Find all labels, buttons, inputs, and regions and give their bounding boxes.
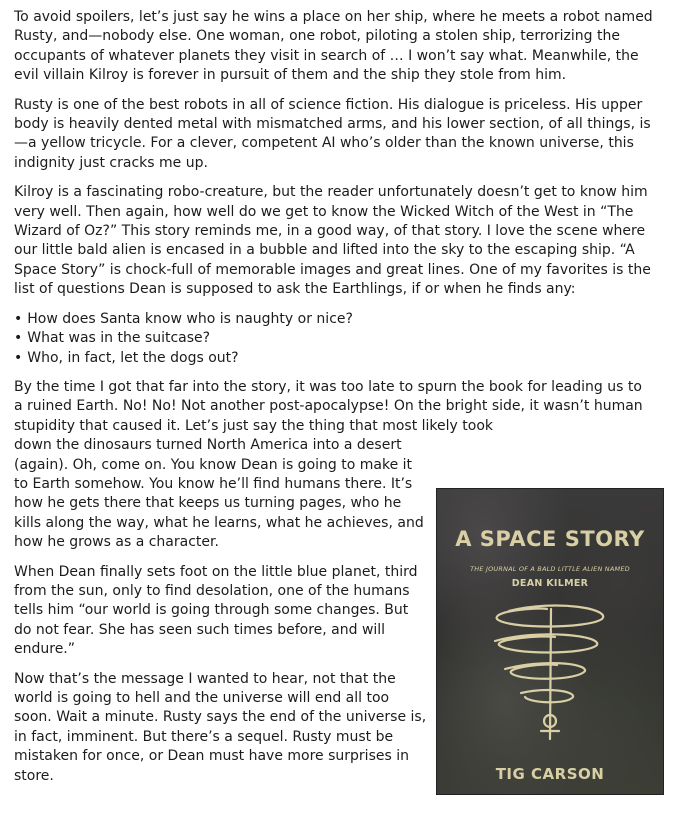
cover-author: TIG CARSON [495, 765, 605, 783]
spiral-spacecraft-icon [437, 589, 664, 759]
cover-character-name: DEAN KILMER [511, 578, 589, 589]
paragraph-post-apocalypse [14, 378, 654, 436]
questions-list [14, 310, 654, 368]
paragraph-dinosaurs: down the dinosaurs turned North America into a desert (again). Oh, come on. You know Dean is going to make it to Earth somehow. You know he’ll find humans there. It’s how he gets there that keeps us turning pages, who he kills along the way, what he learns, what he achieves, and how he grows as a character. [14, 437, 424, 551]
book-cover-image [436, 488, 664, 795]
paragraph-kilroy: Kilroy is a fascinating robo-creature, but the reader unfortunately doesn’t get to know him very well. Then again, how well do we get to know the Wicked Witch of the West in “The Wizard of Oz?” This story reminds me, in a good way, of that story. I love the scene where our little bald alien is encased in a bubble and lifted into the sky to the escaping ship. “A Space Story” is chock-full of memorable images and great lines. One of my favorites is the list of questions Dean is supposed to ask the Earthlings, if or when he finds any: [14, 184, 651, 298]
list-item: • What was in the suitcase? [14, 329, 654, 348]
paragraph-rusty-description: Rusty is one of the best robots in all of science fiction. His dialogue is priceless. His upper body is heavily dented metal with mismatched arms, and his lower section, of all things, is—a yellow tricycle. For a clever, competent AI who’s older than the known universe, this indignity just cracks me up. [14, 96, 651, 171]
list-item: • Who, in fact, let the dogs out? [14, 349, 654, 368]
cover-title: A SPACE STORY [455, 527, 645, 551]
cover-subtitle: THE JOURNAL OF A BALD LITTLE ALIEN NAMED [470, 565, 630, 573]
paragraph-post-apocalypse-lead: By the time I got that far into the story, it was too late to spurn the book for leading us to a ruined Earth. No! No! Not another post-apocalypse! On the bright side, it wasn’t human stupidity that caused it. Let’s just say the thing that most likely took [14, 378, 643, 434]
paragraph-blue-planet: When Dean finally sets foot on the little blue planet, third from the sun, only to find desolation, one of the humans tells him “our world is going through some changes. But do not fear. She has seen such times before, and will endure.” [14, 563, 418, 658]
list-item: • How does Santa know who is naughty or nice? [14, 310, 654, 329]
paragraph-rusty-intro: To avoid spoilers, let’s just say he wins a place on her ship, where he meets a robot named Rusty, and—nobody else. One woman, one robot, piloting a stolen ship, terrorizing the occupants of whatever planets they visit in search of … I won’t say what. Meanwhile, the evil villain Kilroy is forever in pursuit of them and the ship they stole from him. [14, 9, 653, 84]
paragraph-sequel: Now that’s the message I wanted to hear, not that the world is going to hell and the universe will end all too soon. Wait a minute. Rusty says the end of the universe is, in fact, imminent. But there’s a sequel. Rusty must be mistaken for once, or Dean must have more surprises in store. [14, 670, 427, 784]
